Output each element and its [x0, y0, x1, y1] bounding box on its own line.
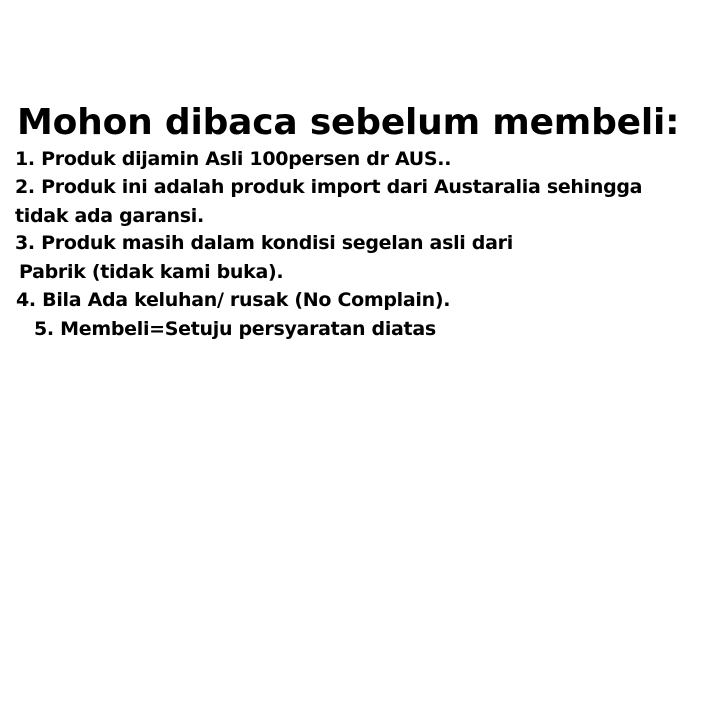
notice-line-1: 1. Produk dijamin Asli 100persen dr AUS..	[15, 148, 452, 170]
notice-line-4: 4. Bila Ada keluhan/ rusak (No Complain).	[16, 289, 451, 311]
notice-line-2: 2. Produk ini adalah produk import dari Austaralia sehingga	[15, 176, 643, 198]
notice-line-3: 3. Produk masih dalam kondisi segelan asli dari	[15, 232, 513, 254]
notice-line-2-continued: tidak ada garansi.	[15, 205, 204, 227]
notice-line-5: 5. Membeli=Setuju persyaratan diatas	[34, 318, 436, 340]
notice-line-3-continued: Pabrik (tidak kami buka).	[19, 261, 284, 283]
notice-title: Mohon dibaca sebelum membeli:	[17, 102, 680, 143]
